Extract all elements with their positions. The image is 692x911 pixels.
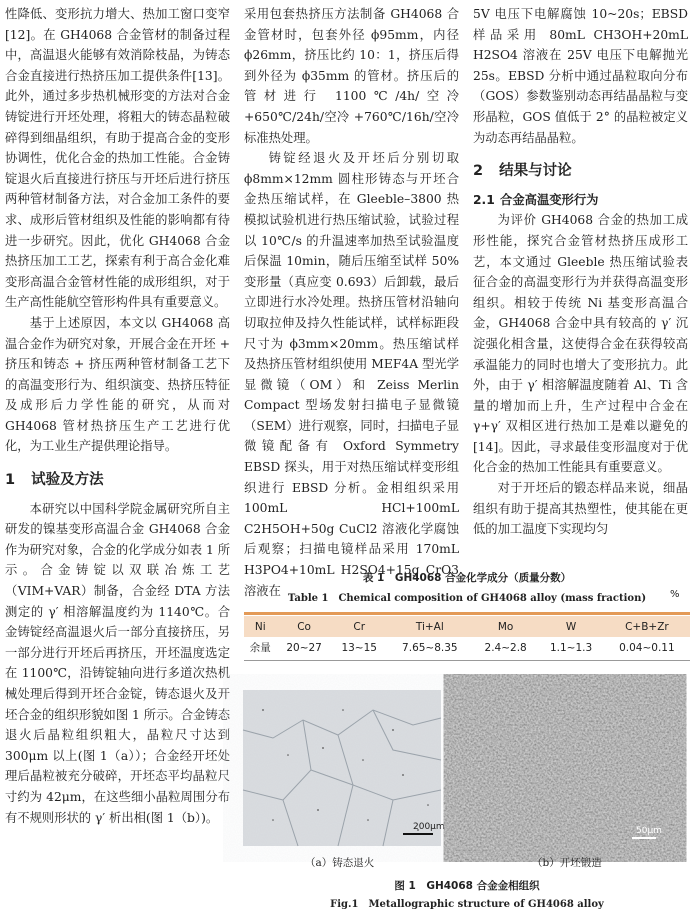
paragraph: 铸锭经退火及开坯后分别切取 ϕ8mm×12mm 圆柱形铸态与开坯合金热压缩试样，在 Gleeble–3800 热模拟试验机进行热压缩试验，试验过程以 10℃/s 的升温速率加热至试验温度后保温 10min，随后压缩至试样 50% 变形量（真应变 0.693）后卸载，最后立即进行水冷处理。热挤压管材沿轴向切取拉伸及持久性能试样，试样标距段尺寸为 ϕ3mm×20mm。热压缩试样及热挤压管材组织使用 MEF4A 型光学显微镜（OM）和 Zeiss Merlin Compact 型场发射扫描电子显微镜（SEM）进行观察，同时，扫描电子显微镜配备有 Oxford Symmetry EBSD 探头，用于对热压缩试样变形组织进行 EBSD 分析。金相组织采用 100mL HCl+100mL C2H5OH+50g CuCl2 溶液化学腐蚀后观察；扫描电镜样品采用 170mL H3PO4+10mL H2SO4+15g CrO3 溶液在 — [244, 151, 459, 598]
paragraph: 性降低、变形抗力增大、热加工窗口变窄[12]。在 GH4068 合金管材的制备过程中，高温退火能够有效消除枝晶，为铸态合金直接进行热挤压加工提供条件[13]。此外，通过多步热机械形变的方法对合金铸锭进行开坯处理，将粗大的铸态晶粒破碎得到细晶组织，有助于提高合金的变形协调性，优化合金的热加工性能。合金铸锭退火后直接进行挤压与开坯后进行挤压两种管材制备方法，对合金加工条件的要求、成形后管材组织及性能的影响都有待进一步研究。因此，优化 GH4068 合金热挤压加工工艺，探索有利于高合金化难变形高温合金管材性能的成形组织，对于生产高性能航空管形构件具有重要意义。 — [5, 7, 230, 310]
table-cell: 20~27 — [286, 641, 322, 654]
section-heading-2: 2 结果与讨论 — [473, 163, 572, 180]
figure-label-b: （b）开坯锻造 — [532, 857, 602, 869]
table-title-en: Table 1 Chemical composition of GH4068 alloy (mass fraction) — [287, 593, 647, 604]
figure-title-cn: 图 1 GH4068 合金金相组织 — [394, 880, 540, 892]
text-column-1 — [5, 4, 230, 828]
micrograph-forged — [464, 690, 666, 846]
table-unit: % — [670, 589, 680, 600]
table-bottom-rule — [244, 660, 690, 661]
table-header-row — [244, 616, 690, 637]
text-column-3 — [473, 4, 688, 540]
table-header-cell: Mo — [497, 620, 514, 633]
table-cell: 7.65~8.35 — [402, 641, 458, 654]
scale-bar-label-b: 50μm — [636, 826, 662, 836]
paragraph: 5V 电压下电解腐蚀 10~20s；EBSD 样品采用 80mL CH3OH+20mL H2SO4 溶液在 25V 电压下电解抛光 25s。EBSD 分析中通过晶粒取向分布（GOS）参数鉴别动态再结晶晶粒与变形晶粒，GOS 值低于 2° 的晶粒被定义为动态再结晶晶粒。 — [473, 7, 688, 145]
paragraph: 采用包套热挤压方法制备 GH4068 合金管材时，包套外径 ϕ95mm，内径 ϕ26mm，挤压比约 10：1，挤压后得到外径为 ϕ35mm 的管材。挤压后的管材进行 1100℃/4h/空冷 +650℃/24h/空冷 +760℃/16h/空冷标准热处理。 — [244, 7, 459, 145]
section-heading-1: 1 试验及方法 — [5, 472, 104, 489]
table-cell: 2.4~2.8 — [484, 641, 527, 654]
table-header-cell: W — [565, 620, 577, 633]
text-column-2 — [244, 4, 459, 601]
figure-title-en: Fig.1 Metallographic structure of GH4068 alloy — [330, 899, 604, 910]
scale-bar-label-a: 200μm — [413, 822, 445, 832]
figure-label-a: （a）铸态退火 — [305, 857, 375, 869]
table-cell: 余量 — [249, 642, 271, 654]
table-header-cell: Ti+Al — [415, 620, 444, 633]
table-header-cell: Co — [297, 620, 311, 633]
paragraph: 为评价 GH4068 合金的热加工成形性能，探究合金管材热挤压成形工艺，本文通过 Gleeble 热压缩试验表征合金的高温变形行为并获得高温变形组织。相较于传统 Ni 基变形高温合金，GH4068 合金中具有较高的 γ′ 沉淀强化相含量，这使得合金在获得较高承温能力的同时也增大了变形抗力。此外，由于 γ′ 相溶解温度随着 Al、Ti 含量的增加而上升，生产过程中合金在 γ+γ′ 双相区进行热加工是难以避免的[14]。因此，寻求最佳变形温度对于优化合金的热加工性能具有重要意义。 — [473, 213, 688, 475]
table-top-rule — [244, 612, 690, 615]
paragraph: 本研究以中国科学院金属研究所自主研发的镍基变形高温合金 GH4068 合金作为研究对象，合金的化学成分如表 1 所示。合金铸锭以双联冶炼工艺（VIM+VAR）制备，合金经 DTA 方法测定的 γ′ 相溶解温度约为 1140℃。合金铸锭经高温退火后一部分直接挤压，另一部分进行开坯后再挤压，开坯温度选定在 1100℃，沿铸锭轴向进行多道次热机械处理后得到开坯合金锭，铸态退火及开坯合金的组织形貌如图 1 所示。合金铸态退火后晶粒组织粗大，晶粒尺寸达到 300μm 以上(图 1（a））；合金经开坯处理后晶粒被充分破碎，开坯态平均晶粒尺寸约为 42μm，在这些细小晶粒周围分布有不规则形状的 γ′ 析出相(图 1（b）)。 — [5, 501, 230, 825]
subsection-heading-2-1: 2.1 合金高温变形行为 — [473, 192, 599, 207]
table-header-cell: Cr — [353, 620, 366, 633]
paragraph: 基于上述原因，本文以 GH4068 高温合金作为研究对象，开展合金在开坯 + 挤压和铸态 + 挤压两种管材制备工艺下的高温变形行为、组织演变、热挤压特征及成形后力学性能的研究，从而对 GH4068 管材热挤压生产工艺进行优化，为工业生产提供理论指导。 — [5, 315, 230, 454]
table-header-cell: Ni — [254, 620, 266, 633]
table-cell: 1.1~1.3 — [549, 641, 593, 654]
table-row — [244, 637, 690, 658]
table-cell: 13~15 — [341, 641, 377, 654]
table-cell: 0.04~0.11 — [619, 641, 675, 654]
micrograph-annealed — [243, 690, 445, 846]
paragraph: 对于开坯后的锻态样品来说，细晶组织有助于提高其热塑性，使其能在更低的加工温度下实现均匀 — [473, 481, 688, 537]
composition-table — [244, 616, 690, 658]
table-header-cell: C+B+Zr — [625, 620, 669, 633]
table-title-cn: 表 1 GH4068 合金化学成分（质量分数） — [362, 572, 572, 584]
